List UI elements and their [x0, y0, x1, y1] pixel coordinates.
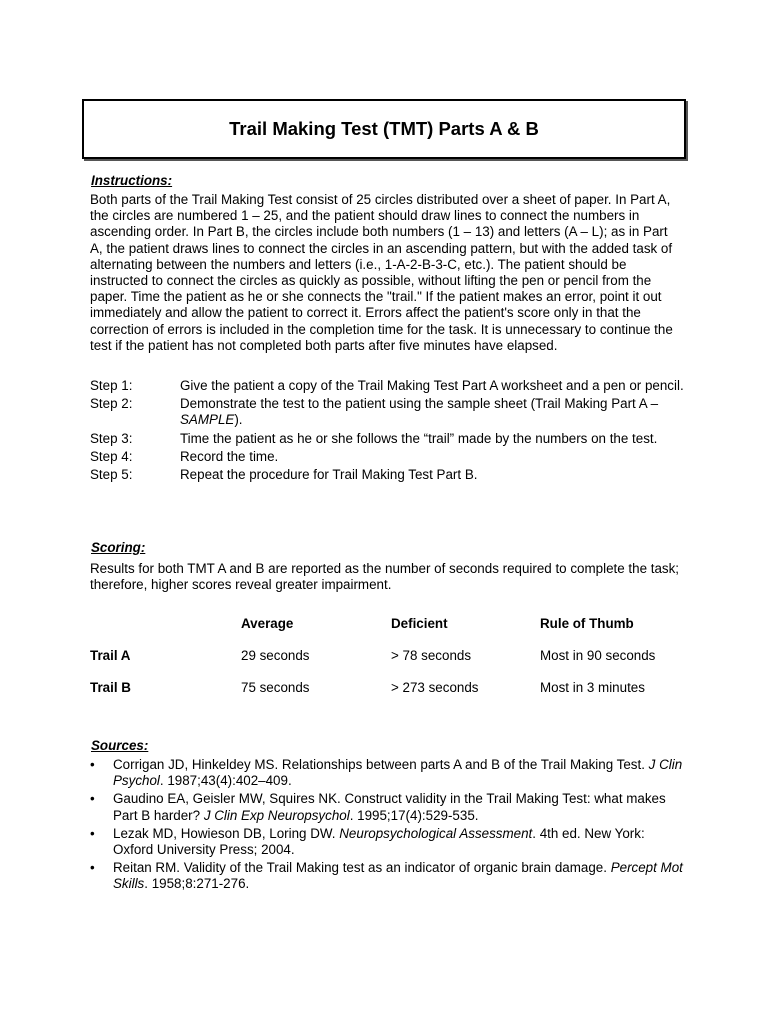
step-3: [90, 431, 690, 447]
table-header-row: [90, 616, 690, 648]
table-cell: 29 seconds: [241, 648, 310, 663]
step-1: [90, 378, 690, 394]
source-text: Gaudino EA, Geisler MW, Squires NK. Construct validity in the Trail Making Test: what makes Part B harder?: [113, 791, 666, 823]
source-journal: Percept Mot Skills: [113, 860, 683, 892]
source-journal: Neuropsychological Assessment: [339, 825, 533, 841]
source-text: Corrigan JD, Hinkeldey MS. Relationships between parts A and B of the Trail Making Test.: [113, 757, 649, 772]
step-label: Step 4:: [90, 448, 133, 464]
table-cell: 75 seconds: [241, 680, 310, 695]
source-journal: J Clin Exp Neuropsychol: [203, 807, 350, 823]
step-label: Step 2:: [90, 396, 133, 412]
step-text: Time the patient as he or she follows the “trail” made by the numbers on the test.: [180, 430, 658, 446]
step-text-italic: SAMPLE: [180, 412, 235, 428]
table-cell: > 78 seconds: [391, 648, 472, 663]
source-text: Lezak MD, Howieson DB, Loring DW.: [113, 825, 340, 841]
instructions-paragraph: Both parts of the Trail Making Test consist of 25 circles distributed over a sheet of paper. In Part A, the circles are numbered 1 – 25, and the patient should draw lines to connect the numbers in ascending order. In Part B, the circles include both numbers (1 – 13) and letters (A – L); as in Part A, the patient draws lines to connect the circles in an ascending pattern, but with the added task of alternating between the numbers and letters (i.e., 1-A-2-B-3-C, etc.). The patient should be instructed to connect the circles as quickly as possible, without lifting the pen or pencil from the paper. Time the patient as he or she connects the "trail." If the patient makes an error, point it out immediately and allow the patient to correct it. Errors affect the patient's score only in that the correction of errors is included in the completion time for the task. It is unnecessary to continue the test if the patient has not completed both parts after five minutes have elapsed.: [90, 192, 673, 353]
step-text-part: Demonstrate the test to the patient using the sample sheet (Trail Making Part A –: [180, 396, 659, 412]
source-journal: J Clin Psychol: [113, 757, 683, 789]
step-text: [180, 396, 685, 428]
scoring-table: [90, 616, 690, 712]
table-cell: > 273 seconds: [391, 680, 479, 695]
table-row: [90, 680, 690, 712]
step-label: Step 1:: [90, 378, 133, 393]
list-item: [88, 860, 688, 892]
step-4: [90, 449, 690, 465]
step-label: Step 3:: [90, 430, 133, 446]
step-label: Step 5:: [90, 467, 133, 483]
scoring-paragraph: Results for both TMT A and B are reported as the number of seconds required to complete the task; therefore, higher scores reveal greater impairment.: [90, 561, 680, 593]
scoring-heading: Scoring:: [91, 540, 146, 555]
step-text: Repeat the procedure for Trail Making Test Part B.: [180, 467, 478, 483]
source-text: . 1958;8:271-276.: [144, 876, 250, 892]
sources-list: [88, 757, 688, 895]
source-text: . 4th ed. New York: Oxford University Press; 2004.: [113, 825, 645, 858]
table-cell: Most in 90 seconds: [540, 648, 656, 663]
list-item: [88, 791, 688, 823]
table-header: Deficient: [391, 616, 448, 631]
table-cell: Most in 3 minutes: [540, 680, 645, 695]
sources-heading: Sources:: [91, 738, 149, 753]
step-text: Record the time.: [180, 448, 279, 464]
source-text: . 1987;43(4):402–409.: [159, 773, 292, 789]
table-cell: Trail B: [90, 680, 131, 695]
page-title: Trail Making Test (TMT) Parts A & B: [229, 117, 539, 139]
step-text-part: ).: [234, 412, 243, 428]
step-2: [90, 396, 690, 428]
step-text: Give the patient a copy of the Trail Making Test Part A worksheet and a pen or pencil.: [180, 378, 684, 393]
table-row: [90, 648, 690, 680]
step-5: [90, 467, 690, 483]
instructions-heading: Instructions:: [91, 173, 173, 188]
title-box: [82, 99, 686, 159]
source-text: Reitan RM. Validity of the Trail Making test as an indicator of organic brain damage.: [113, 860, 611, 876]
list-item: [88, 757, 688, 789]
table-cell: Trail A: [90, 648, 131, 663]
list-item: [88, 826, 688, 858]
table-header: Average: [241, 616, 294, 631]
steps-list: [90, 378, 690, 483]
table-header: Rule of Thumb: [540, 616, 634, 631]
source-text: . 1995;17(4):529-535.: [349, 807, 479, 823]
